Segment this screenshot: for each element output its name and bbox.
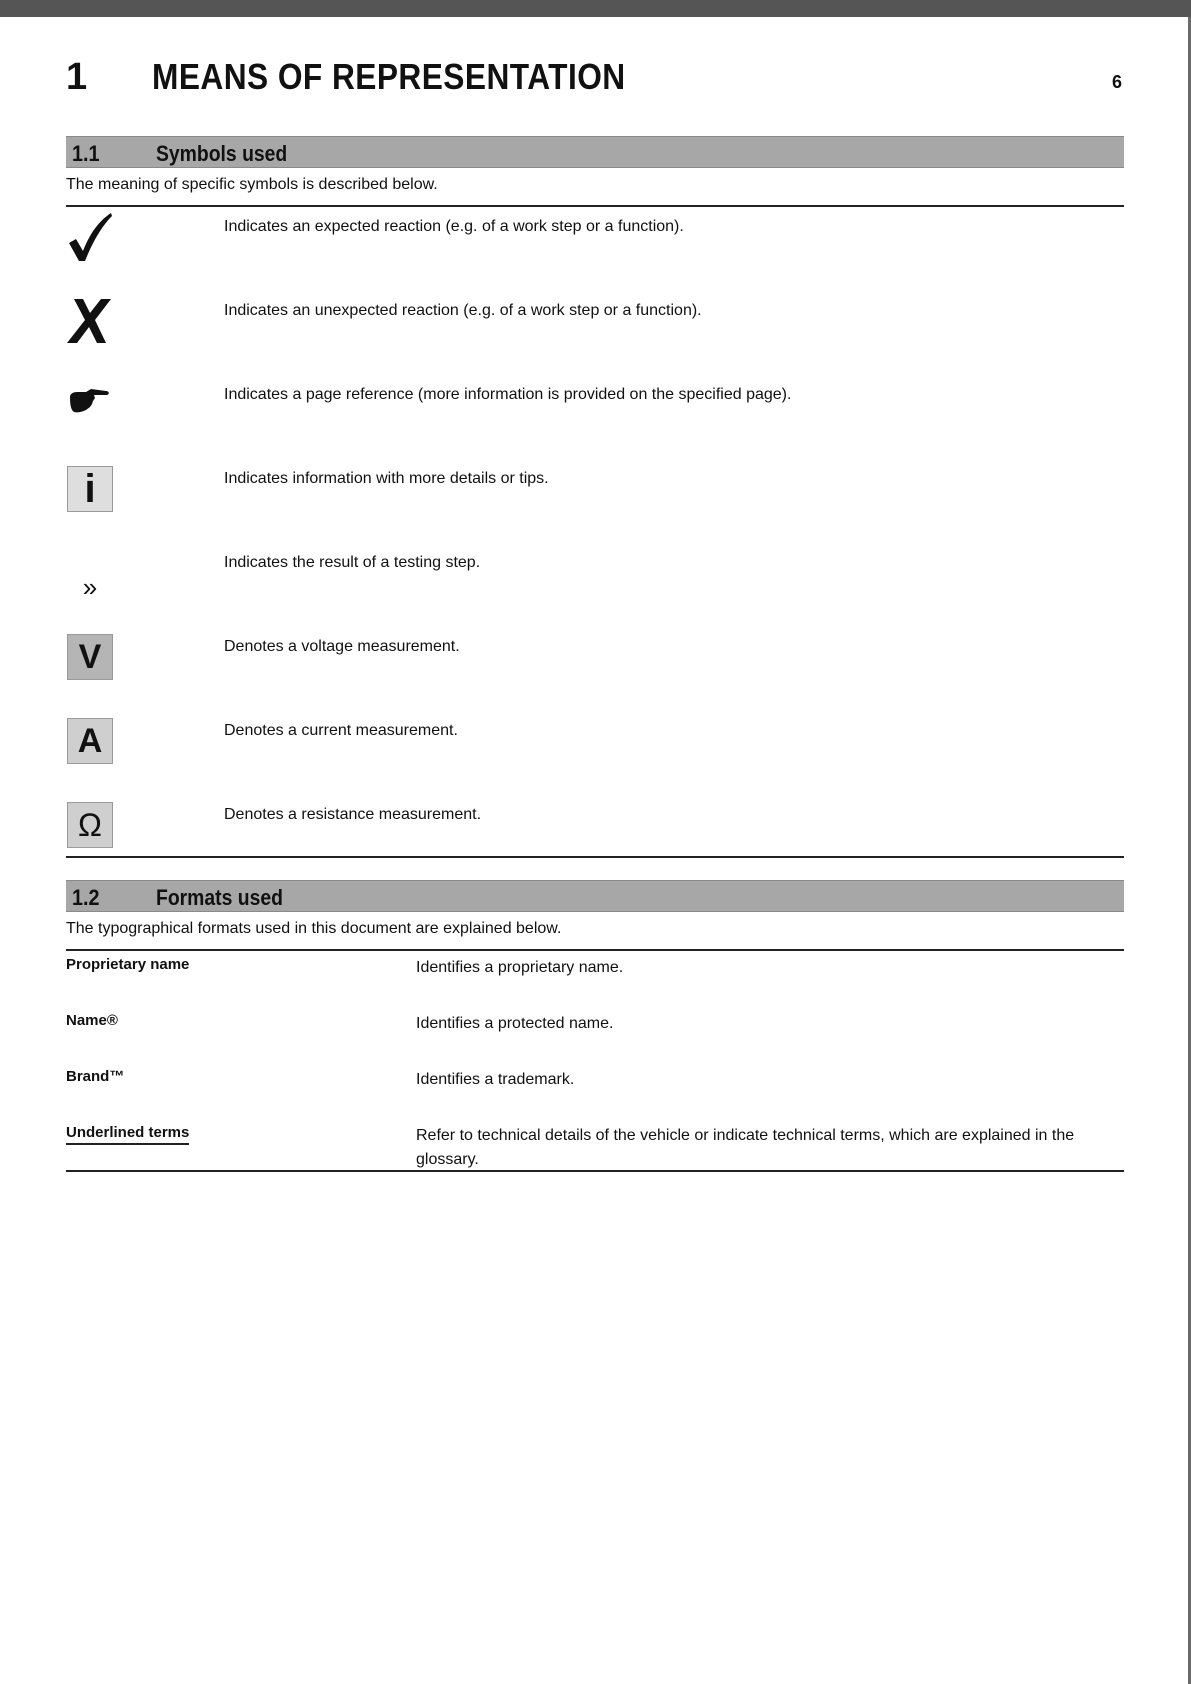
resistance-icon: Ω [66, 800, 114, 850]
format-term: Brand™ [66, 1068, 125, 1085]
section-title: Symbols used [156, 141, 288, 166]
divider [66, 949, 1124, 951]
cross-mark-icon [66, 296, 114, 346]
section-title: Formats used [156, 885, 283, 910]
current-icon: A [66, 716, 114, 766]
symbol-row-page-reference [66, 380, 1124, 460]
format-term: Name® [66, 1012, 118, 1029]
symbol-description: Indicates the result of a testing step. [224, 554, 481, 571]
section-number: 1.2 [72, 885, 100, 910]
double-chevron-icon: » [82, 571, 98, 602]
format-description: Identifies a trademark. [416, 1071, 575, 1088]
symbol-description: Denotes a voltage measurement. [224, 638, 460, 655]
symbol-row-current [66, 716, 1124, 796]
format-term: Proprietary name [66, 956, 190, 973]
divider [66, 1170, 1124, 1172]
voltage-icon: V [66, 632, 114, 682]
section-header-formats [66, 880, 1124, 912]
symbol-row-expected [66, 212, 1124, 292]
symbol-row-unexpected [66, 296, 1124, 376]
symbol-description: Indicates a page reference (more information is provided on the specified page). [224, 386, 792, 403]
chapter-number: 1 [66, 56, 88, 98]
format-description: Identifies a protected name. [416, 1015, 614, 1032]
symbol-description: Indicates information with more details or tips. [224, 470, 549, 487]
info-icon: i [66, 464, 114, 514]
section-intro: The meaning of specific symbols is described below. [66, 176, 438, 193]
format-term: Underlined terms [66, 1124, 189, 1145]
symbol-description: Denotes a resistance measurement. [224, 806, 482, 823]
divider [66, 856, 1124, 858]
divider [66, 205, 1124, 207]
pointing-hand-icon [66, 380, 114, 430]
format-description: Identifies a proprietary name. [416, 959, 624, 976]
symbol-row-resistance [66, 800, 1124, 880]
symbol-description: Denotes a current measurement. [224, 722, 458, 739]
section-intro: The typographical formats used in this document are explained below. [66, 920, 562, 937]
check-mark-icon [66, 212, 114, 262]
symbol-description: Indicates an expected reaction (e.g. of a work step or a function). [224, 218, 684, 235]
section-number: 1.1 [72, 141, 100, 166]
symbol-description: Indicates an unexpected reaction (e.g. of a work step or a function). [224, 302, 702, 319]
chapter-title: MEANS OF REPRESENTATION [152, 56, 626, 97]
page-number: 6 [1112, 72, 1123, 92]
symbol-row-test-result [66, 548, 1124, 628]
format-description: Refer to technical details of the vehicle or indicate technical terms, which are explained in the glossary. [416, 1127, 1075, 1168]
window-top-bar [0, 0, 1191, 17]
symbol-row-info [66, 464, 1124, 544]
symbol-row-voltage [66, 632, 1124, 712]
section-header-symbols [66, 136, 1124, 168]
